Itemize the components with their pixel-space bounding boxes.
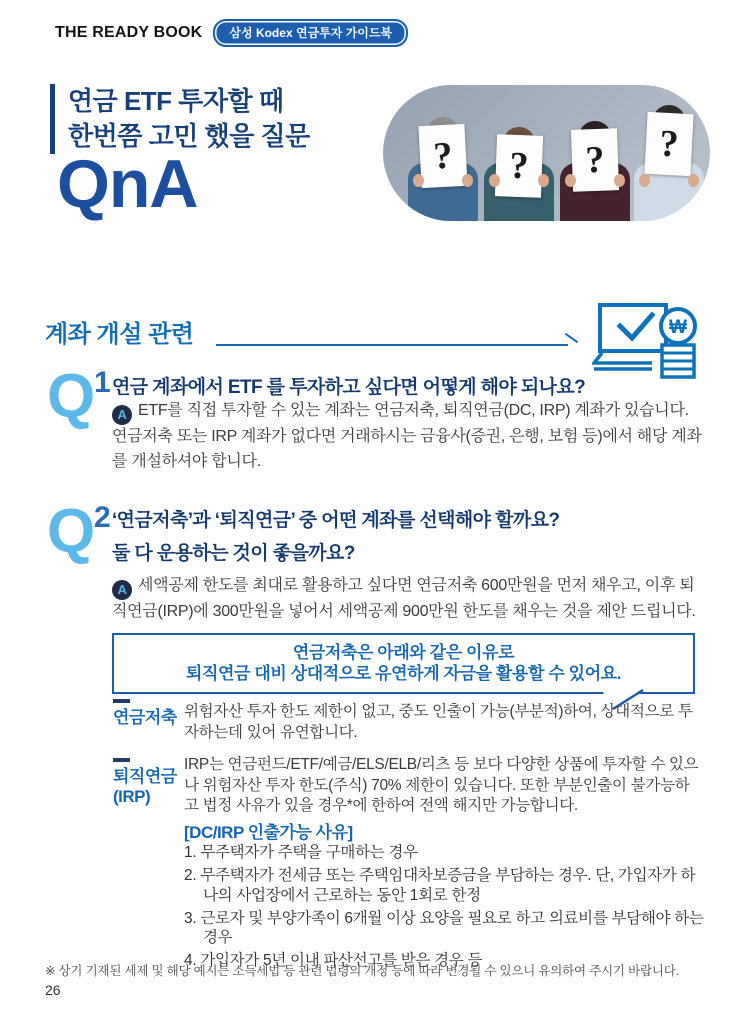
person-figure [633, 103, 705, 221]
label-dash [113, 699, 130, 703]
def-text-pension-savings: 위험자산 투자 한도 제한이 없고, 중도 인출이 가능(부분적)하여, 상대적으로 투자하는데 있어 유연합니다. [184, 703, 693, 741]
person-hand [565, 174, 576, 187]
person-hand [639, 174, 650, 187]
def-name-sub: (IRP) [113, 786, 151, 806]
question-card [644, 112, 693, 176]
page-header [55, 19, 408, 47]
answer-badge: A [112, 580, 132, 600]
hero-photo [383, 85, 710, 221]
q2-answer [112, 574, 702, 625]
q1-answer-text: ETF를 직접 투자할 수 있는 계좌는 연금저축, 퇴직연금(DC, IRP) 계좌가 있습니다. 연금저축 또는 IRP 계좌가 없다면 거래하시는 금융사(증권, 은행, 보험 등)에서 해당 계좌를 개설하셔야 합니다. [112, 402, 702, 470]
def-name: 퇴직연금 [113, 766, 177, 786]
brand-title: THE READY BOOK [55, 24, 203, 41]
person-hand [614, 174, 625, 187]
def-label-pension-savings [113, 699, 183, 728]
q2-number: 2 [94, 501, 111, 534]
hero-title-line2: 한번쯤 고민 했을 질문 [68, 121, 310, 151]
hero-title-line1: 연금 ETF 투자할 때 [68, 86, 284, 116]
won-symbol: ₩ [669, 317, 687, 338]
def-name: 연금저축 [113, 707, 177, 727]
question-mark: ? [658, 122, 680, 166]
label-dash [113, 758, 130, 762]
q1-number: 1 [94, 366, 111, 399]
q1-answer [112, 399, 702, 474]
question-mark: ? [584, 138, 606, 182]
person-figure [483, 103, 555, 221]
person-hand [489, 174, 500, 187]
callout-line2: 퇴직연금 대비 상대적으로 유연하게 자금을 활용할 수 있어요. [185, 664, 622, 683]
withdrawal-item: 4. 가입자가 5년 이내 파산선고를 받은 경우 등 [184, 952, 483, 969]
person-figure [407, 103, 479, 221]
def-label-retirement-pension [113, 758, 183, 807]
question-mark: ? [432, 134, 454, 178]
q1-glyph: Q [47, 362, 94, 431]
answer-badge: A [112, 405, 132, 425]
question-card [571, 128, 619, 192]
person-hand [462, 174, 473, 187]
q2-glyph: Q [47, 497, 94, 566]
withdrawal-item: 3. 근로자 및 부양가족이 6개월 이상 요양을 필요로 하고 의료비를 부담해야 하는 경우 [184, 909, 704, 946]
q2-question-line2: 둘 다 운용하는 것이 좋을까요? [112, 543, 355, 564]
withdrawal-heading: [DC/IRP 인출가능 사유] [184, 823, 353, 842]
q1-question: 연금 계좌에서 ETF 를 투자하고 싶다면 어떻게 해야 되나요? [112, 377, 586, 398]
section-title: 계좌 개설 관련 [45, 321, 194, 348]
def-text-retirement-pension: IRP는 연금펀드/ETF/예금/ELS/ELB/리츠 등 보다 다양한 상품에 투자할 수 있으나 위험자산 투자 한도(주식) 70% 제한이 있습니다. 또한 부분인출이 불가능하고 법정 사유가 있을 경우*에 한하여 전액 해지만 가능합니다. [184, 756, 699, 814]
callout-line1: 연금저축은 아래와 같은 이유로 [292, 643, 515, 662]
hero-title-block [50, 84, 310, 154]
hero-big-title: QnA [57, 146, 198, 222]
q2-question [112, 504, 702, 570]
guidebook-badge: 삼성 Kodex 연금투자 가이드북 [213, 19, 408, 47]
question-mark: ? [508, 144, 530, 188]
person-hand [413, 174, 424, 187]
person-hand [538, 174, 549, 187]
callout-box [112, 633, 695, 694]
q2-answer-text: 세액공제 한도를 최대로 활용하고 싶다면 연금저축 600만원을 먼저 채우고, 이후 퇴직연금(IRP)에 300만원을 넣어서 세액공제 900만원 한도를 채우는 것을 제안 드립니다. [112, 577, 696, 621]
footnote: ※ 상기 기재된 세제 및 해당 예시는 소득세법 등 관련 법령의 개정 등에 따라 변경될 수 있으니 유의하여 주시기 바랍니다. [45, 964, 679, 978]
question-card [495, 134, 543, 198]
page-number: 26 [45, 982, 61, 998]
withdrawal-item: 2. 무주택자가 전세금 또는 주택임대차보증금을 부담하는 경우. 단, 가입자가 하나의 사업장에서 근로하는 동안 1회로 한정 [184, 867, 696, 904]
q2-question-line1: ‘연금저축’과 ‘퇴직연금’ 중 어떤 계좌를 선택해야 할까요? [112, 510, 560, 531]
withdrawal-item: 1. 무주택자가 주택을 구매하는 경우 [184, 844, 418, 861]
section-divider-tick [565, 333, 578, 343]
question-card [418, 124, 467, 188]
withdrawal-list [184, 843, 704, 974]
section-divider-line [216, 344, 568, 346]
person-figure [559, 103, 631, 221]
person-hand [688, 174, 699, 187]
